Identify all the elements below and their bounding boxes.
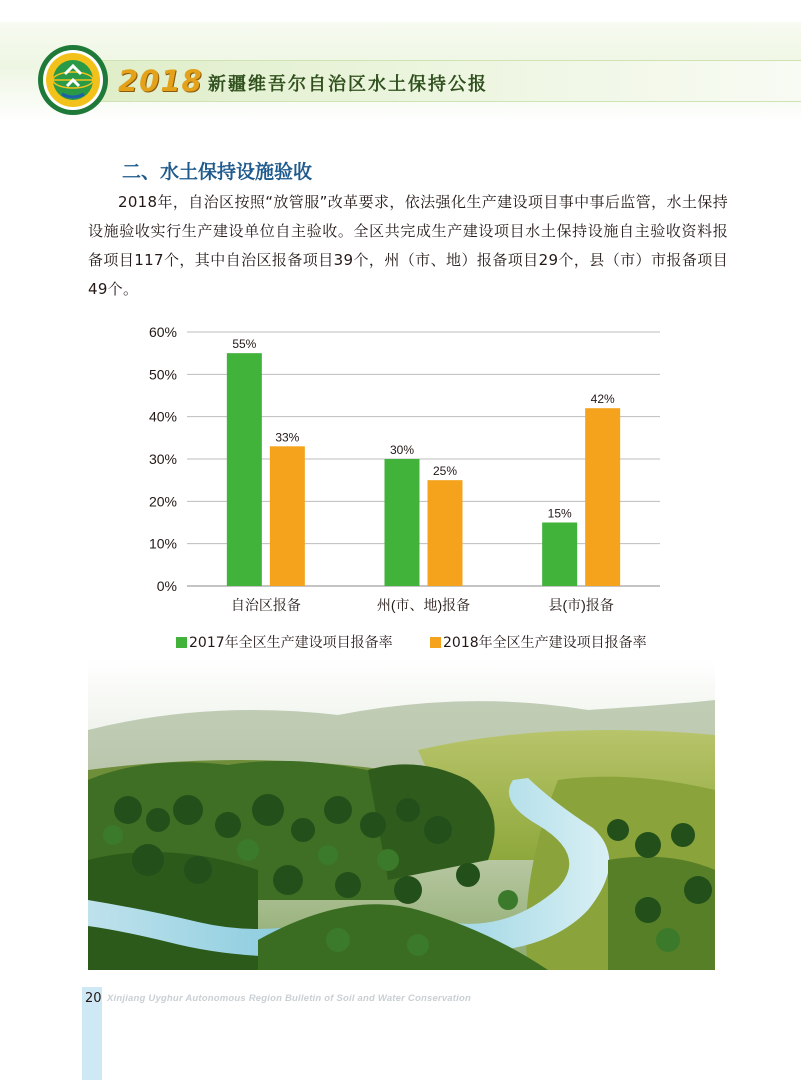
x-category-label: 县(市)报备 (548, 597, 614, 613)
y-tick-label: 50% (148, 366, 177, 383)
bar (270, 446, 305, 586)
bar (385, 459, 420, 586)
page-number: 20 (85, 991, 102, 1006)
legend-label-2018: 2018年全区生产建设项目报备率 (443, 635, 647, 651)
y-tick-label: 40% (148, 408, 177, 425)
bar (542, 523, 577, 587)
bulletin-logo (37, 44, 109, 116)
data-label: 42% (590, 392, 615, 407)
bar (428, 480, 463, 586)
legend-item-2018 (430, 632, 647, 652)
bar (585, 408, 620, 586)
x-category-label: 州(市、地)报备 (376, 597, 471, 613)
y-tick-label: 0% (156, 578, 177, 594)
x-category-label: 自治区报备 (230, 597, 301, 613)
legend-swatch-2018 (430, 637, 441, 648)
footer-bulletin-title: Xinjiang Uyghur Autonomous Region Bulletin of Soil and Water Conservation (107, 993, 471, 1004)
data-label: 30% (389, 443, 415, 457)
data-label: 55% (232, 337, 257, 352)
data-label: 15% (547, 506, 572, 521)
section-heading: 二、水土保持设施验收 (122, 161, 313, 183)
bar (227, 353, 262, 586)
legend-swatch-2017 (176, 637, 187, 648)
y-tick-label: 60% (148, 324, 177, 340)
filing-rate-bar-chart (130, 320, 675, 620)
landscape-photo (88, 660, 715, 970)
y-tick-label: 20% (148, 493, 177, 510)
y-tick-label: 10% (148, 535, 177, 552)
legend-label-2017: 2017年全区生产建设项目报备率 (189, 635, 393, 651)
y-tick-label: 30% (148, 451, 177, 467)
data-label: 25% (432, 464, 458, 479)
legend-item-2017 (176, 632, 393, 652)
header-title: 新疆维吾尔自治区水土保持公报 (208, 74, 488, 95)
data-label: 33% (275, 430, 300, 445)
section-paragraph: 2018年，自治区按照“放管服”改革要求，依法强化生产建设项目事中事后监管，水土保持设施验收实行生产建设单位自主验收。全区共完成生产建设项目水土保持设施自主验收资料报备项目117个，其中自治区报备项目39个，州（市、地）报备项目29个，县（市）市报备项目49个。 (88, 193, 728, 298)
header-year: 2018 (118, 64, 203, 98)
